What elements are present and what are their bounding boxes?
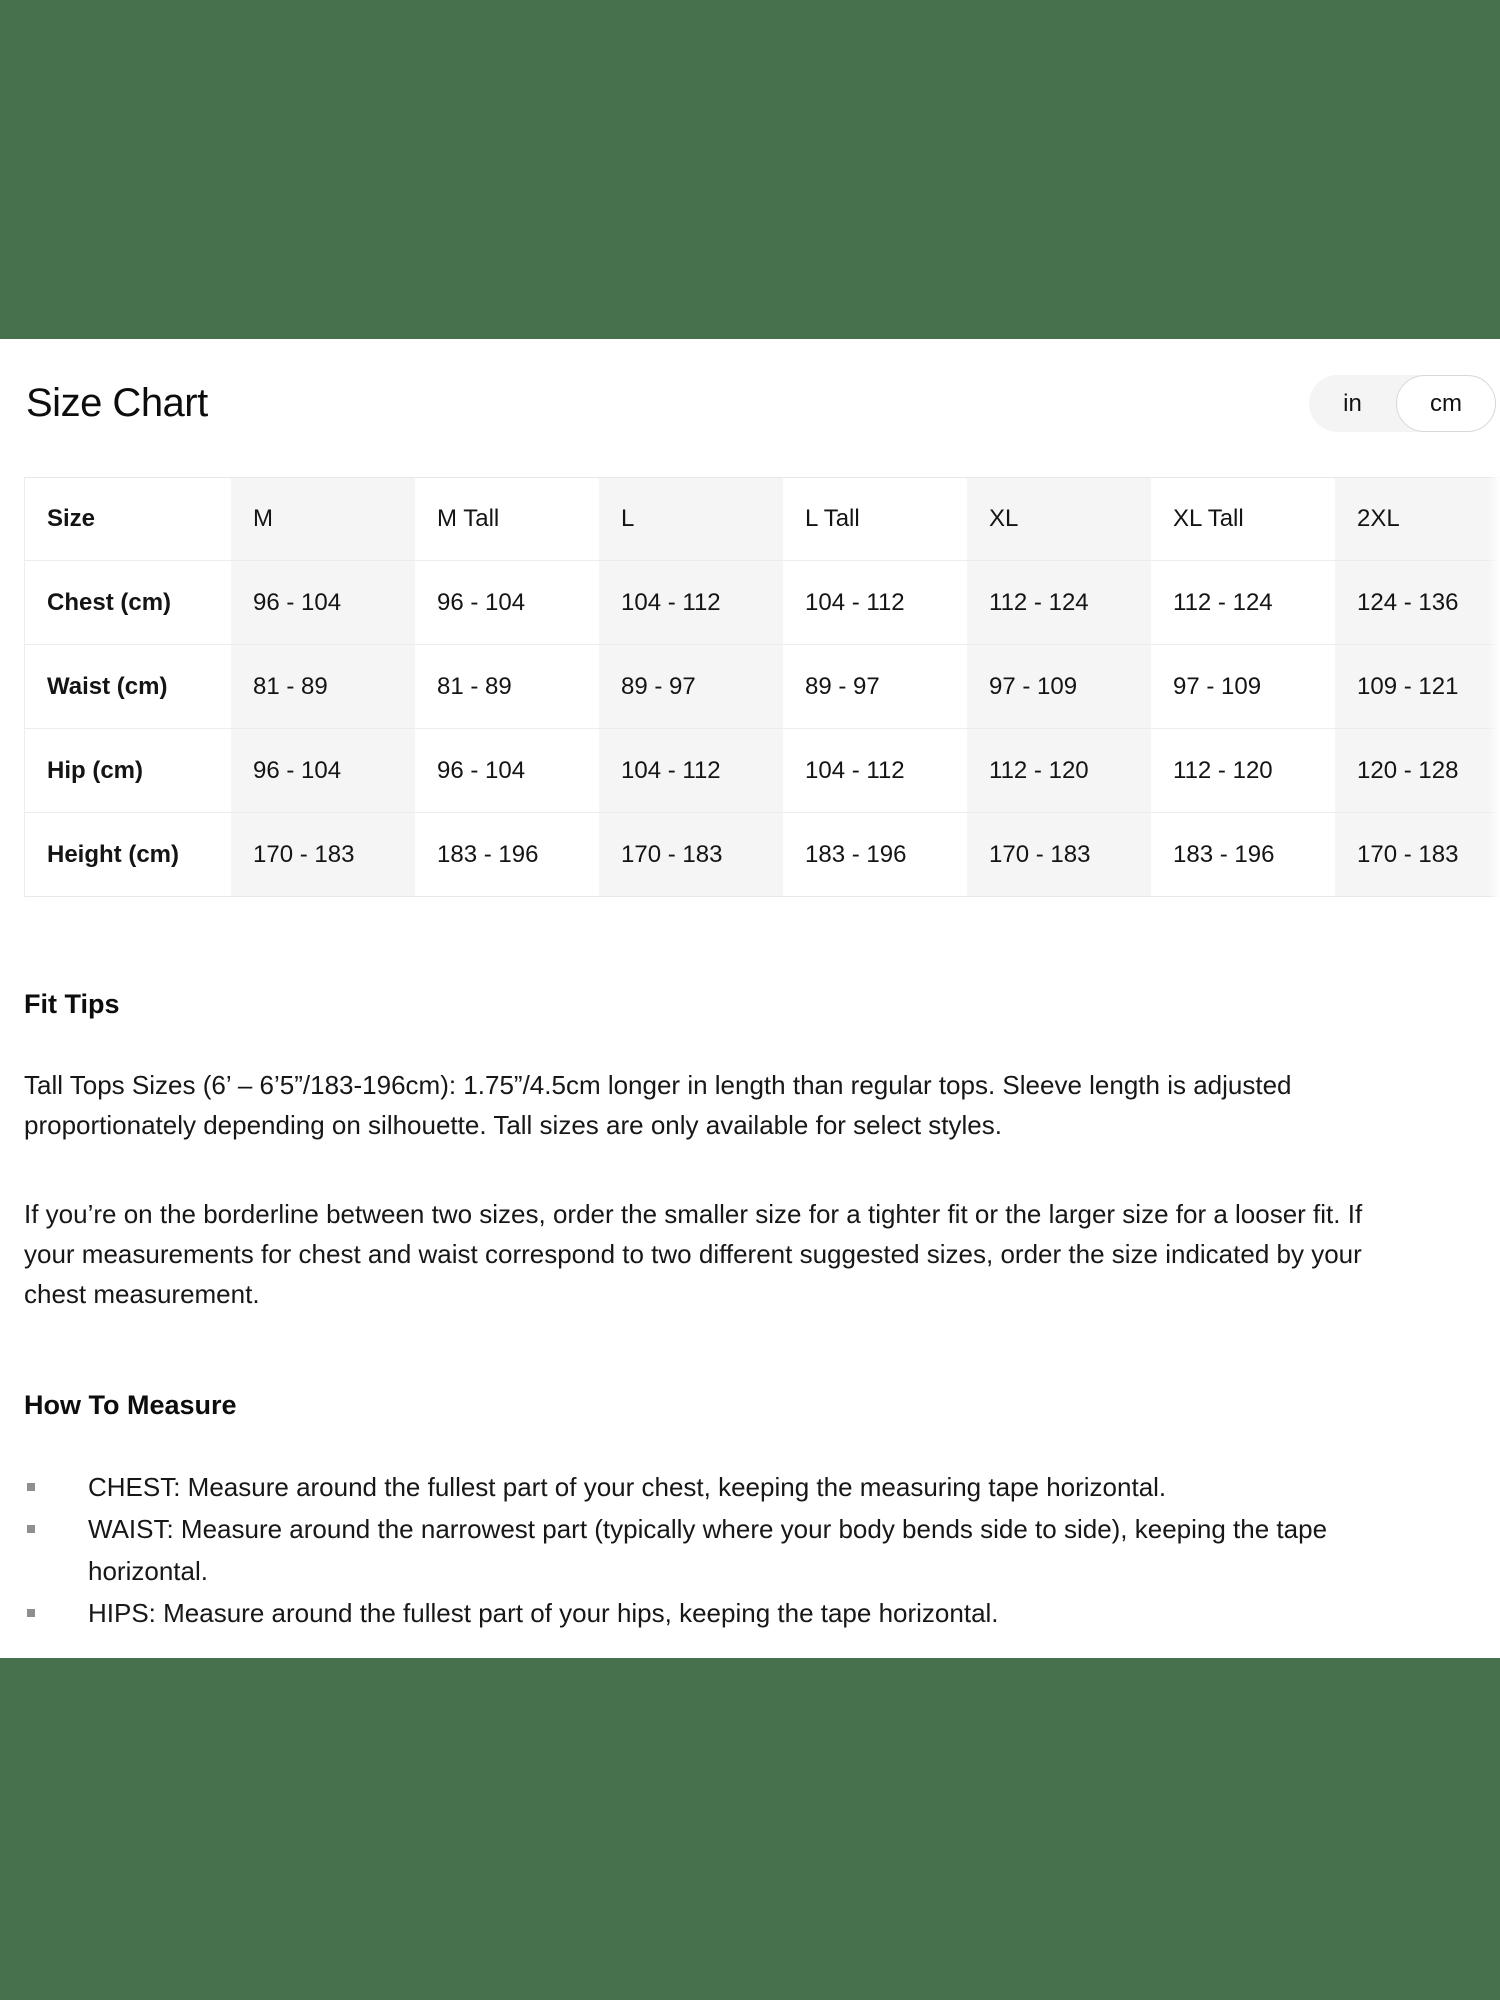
table-cell: 183 - 196: [1173, 840, 1275, 868]
table-cell: 183 - 196: [437, 840, 539, 868]
header-cell: 2XL: [1335, 478, 1500, 560]
table-cell: 124 - 136: [1335, 561, 1500, 644]
how-to-measure-heading: How To Measure: [24, 1390, 237, 1420]
fit-tips-paragraphs: [24, 1065, 1500, 1314]
list-item: WAIST: Measure around the narrowest part (typically where your body bends side to side), keeping the tape horizontal.: [24, 1508, 1354, 1592]
table-row: [25, 812, 1500, 896]
fit-tips-paragraph: Tall Tops Sizes (6’ – 6’5”/183-196cm): 1.75”/4.5cm longer in length than regular tops. Sleeve length is adjusted proportionately depending on silhouette. Tall sizes are only available for select styles.: [24, 1070, 1292, 1140]
bottom-green-band: [0, 1658, 1500, 2000]
list-item: CHEST: Measure around the fullest part of your chest, keeping the measuring tape horizontal.: [24, 1466, 1354, 1508]
unit-toggle: [1309, 375, 1496, 432]
table-cell: 81 - 89: [231, 645, 415, 728]
table-cell: 120 - 128: [1335, 729, 1500, 812]
bullet-square-icon: [27, 1483, 35, 1491]
measure-list: [24, 1466, 1354, 1634]
header-cell: L Tall: [805, 505, 860, 532]
table-cell: 112 - 124: [967, 561, 1151, 644]
size-chart-panel: [0, 339, 1500, 1658]
table-cell: 112 - 120: [967, 729, 1151, 812]
bullet-square-icon: [27, 1609, 35, 1617]
table-cell: 96 - 104: [231, 729, 415, 812]
row-label: Height (cm): [47, 840, 179, 868]
table-cell: 89 - 97: [599, 645, 783, 728]
info-sections: [0, 988, 1500, 1634]
fit-tips-paragraph: If you’re on the borderline between two sizes, order the smaller size for a tighter fit or the larger size for a looser fit. If your measurements for chest and waist correspond to two different suggested sizes, order the size indicated by your chest measurement.: [24, 1199, 1363, 1309]
table-cell: 109 - 121: [1335, 645, 1500, 728]
row-label: Chest (cm): [47, 588, 172, 616]
header-cell: L: [599, 478, 783, 560]
table-cell: 170 - 183: [599, 813, 783, 896]
header-cell: M: [231, 478, 415, 560]
top-green-band: [0, 0, 1500, 339]
toggle-option-in[interactable]: in: [1309, 375, 1396, 432]
size-table: [24, 477, 1500, 897]
table-cell: 96 - 104: [437, 588, 526, 616]
header-cell: XL Tall: [1173, 505, 1244, 532]
header-cell: Size: [47, 505, 96, 532]
table-cell: 97 - 109: [967, 645, 1151, 728]
row-label: Hip (cm): [47, 756, 143, 784]
table-cell: 89 - 97: [805, 672, 880, 700]
table-cell: 183 - 196: [805, 840, 907, 868]
table-row: [25, 644, 1500, 728]
table-cell: 112 - 120: [1173, 756, 1273, 784]
table-cell: 170 - 183: [967, 813, 1151, 896]
toggle-option-cm[interactable]: cm: [1396, 375, 1496, 432]
table-cell: 104 - 112: [805, 756, 905, 784]
table-row: [25, 728, 1500, 812]
table-cell: 97 - 109: [1173, 672, 1262, 700]
row-label: Waist (cm): [47, 672, 168, 700]
size-table-scroll-area[interactable]: [24, 477, 1500, 897]
table-row: [25, 560, 1500, 644]
table-cell: 81 - 89: [437, 672, 512, 700]
table-cell: 104 - 112: [599, 561, 783, 644]
table-cell: 170 - 183: [231, 813, 415, 896]
page-title: Size Chart: [26, 381, 208, 425]
header-cell: XL: [967, 478, 1151, 560]
table-cell: 104 - 112: [599, 729, 783, 812]
table-cell: 96 - 104: [437, 756, 526, 784]
panel-header: [0, 375, 1500, 432]
table-cell: 104 - 112: [805, 588, 905, 616]
bullet-square-icon: [27, 1525, 35, 1533]
table-cell: 112 - 124: [1173, 588, 1273, 616]
fit-tips-heading: Fit Tips: [24, 989, 120, 1019]
table-cell: 170 - 183: [1335, 813, 1500, 896]
list-item: HIPS: Measure around the fullest part of your hips, keeping the tape horizontal.: [24, 1592, 1354, 1634]
table-header-row: [25, 478, 1500, 560]
table-cell: 96 - 104: [231, 561, 415, 644]
header-cell: M Tall: [437, 505, 500, 532]
